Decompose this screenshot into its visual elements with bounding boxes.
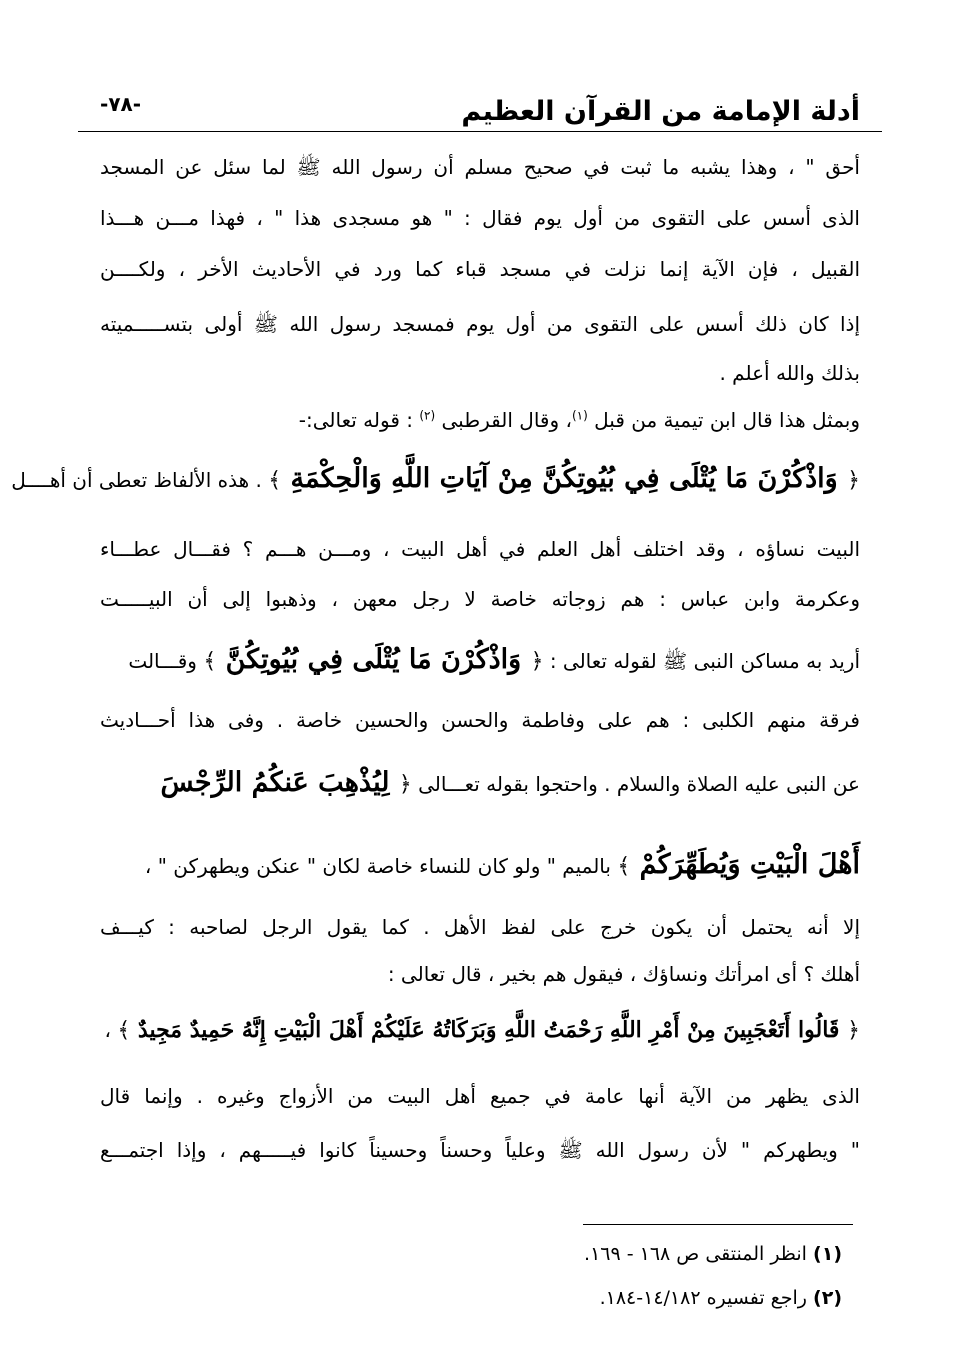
text-segment: وبمثل هذا قال ابن تيمية من قبل <box>587 408 860 432</box>
text-line: بذلك والله أعلم . <box>719 361 860 385</box>
text-line <box>100 408 860 432</box>
text-line: " ويطهركم " لأن رسول الله ﷺ وعلياً وحسناً وحسيناً كانوا فيـــــهم ، وإذا اجتمـــع <box>100 1138 860 1162</box>
text-line: أحق " ، وهذا يشبه ما ثبت في صحيح مسلم أن رسول الله ﷺ لما سئل عن المسجد <box>100 155 860 179</box>
footnote-text: انظر المنتقى ص ١٦٨ - ١٦٩. <box>584 1243 807 1265</box>
footnote <box>600 1287 842 1309</box>
text-line <box>100 1015 860 1047</box>
page-title: أدلة الإمامة من القرآن العظيم <box>461 96 860 127</box>
text-line: الذى أسس على التقوى من أول يوم فقال : " هو مسجدى هذا " ، فهذا مـــن هـــذا <box>100 206 860 230</box>
quran-verse: ﴿ قَالُوا أَتَعْجَبِينَ مِنْ أَمْرِ اللَّهِ رَحْمَتُ اللَّهِ وَبَرَكَاتُهُ عَلَيْكُمْ أَهْلَ الْبَيْتِ إِنَّهُ حَمِيدٌ مَجِيدٌ ﴾ <box>117 1017 860 1043</box>
page-number: -٧٨- <box>100 92 142 116</box>
ornate-bracket-close: ﴾ <box>268 468 282 493</box>
text-segment: : قوله تعالى:- <box>298 408 420 432</box>
quran-verse: ﴿ وَاذْكُرْنَ مَا يُتْلَى فِي بُيُوتِكُنَّ ﴾ <box>203 644 544 675</box>
footnote-ref[interactable]: (١) <box>571 408 588 423</box>
text-segment: وقـــالت <box>128 649 197 673</box>
text-segment: عن النبى عليه الصلاة والسلام . واحتجوا بقوله تعـــالى <box>418 772 860 796</box>
text-line: فرقة منهم الكلبى : هم على وفاطمة والحسن والحسين خاصة . وفى هذا أحـــاديث <box>100 708 860 732</box>
footnote-number: (١) <box>813 1243 842 1265</box>
text-line: القبيل ، فإن الآية إنما نزلت في مسجد قباء كما ورد في الأحاديث الأخر ، ولكــــن <box>100 257 860 281</box>
text-line: الذى يظهر من الآية أنها عامة في جميع أهل البيت من الأزواج وغيره . وإنما قال <box>100 1084 860 1108</box>
footnote <box>584 1243 842 1265</box>
text-line: البيت نساؤه ، وقد اختلف أهل العلم في أهل البيت ، ومـــن هـــم ؟ فقـــال عطـــاء <box>100 537 860 561</box>
text-segment: . هذه الألفاظ تعطى أن أهــــل <box>11 468 262 492</box>
ornate-bracket-open: ﴿ <box>847 1018 860 1043</box>
ornate-bracket-close: ﴾ <box>617 854 631 879</box>
quran-verse: أَهْلَ الْبَيْتِ وَيُطَهِّرَكُمْ ﴾ <box>617 849 860 880</box>
text-line: إلا أنه يحتمل أن يكون خرج على لفظ الأهل . كما يقول الرجل لصاحبه : كيـــف <box>100 915 860 939</box>
footnote-ref[interactable]: (٢) <box>419 408 436 423</box>
text-segment: ، وقال القرطبى <box>435 408 572 432</box>
text-line <box>100 764 860 802</box>
ornate-bracket-open: ﴿ <box>847 468 860 493</box>
footnote-divider <box>583 1224 853 1225</box>
header-divider <box>78 131 882 132</box>
text-line <box>11 460 860 498</box>
ornate-bracket-open: ﴿ <box>398 772 412 797</box>
text-line: أهلك ؟ أى امرأتك ونساؤك ، فيقول هم بخير ، قال تعالى : <box>387 962 860 986</box>
text-line <box>100 641 860 679</box>
text-segment: أريد به مساكن النبى ﷺ لقوله تعالى : <box>549 649 860 673</box>
ornate-bracket-close: ﴾ <box>203 649 217 674</box>
text-line <box>100 846 860 884</box>
quran-verse: ﴿ لِيُذْهِبَ عَنكُمُ الرِّجْسَ <box>160 767 412 798</box>
footnote-text: راجع تفسيره ١٤/١٨٢-١٨٤. <box>599 1287 807 1309</box>
text-line: وعكرمة وابن عباس : هم زوجاته خاصة لا رجل معهن ، وذهبوا إلى أن البيـــــت <box>100 587 860 611</box>
text-segment: بالميم " ولو كان للنساء خاصة لكان " عنكن ويطهركن " ، <box>144 854 611 878</box>
text-line: إذا كان ذلك أسس على التقوى من أول يوم فمسجد رسول الله ﷺ أولى بتســـــميته <box>100 312 860 336</box>
ornate-bracket-close: ﴾ <box>117 1018 131 1043</box>
text-segment: ، <box>104 1018 111 1042</box>
footnote-number: (٢) <box>813 1287 842 1309</box>
quran-verse: ﴿ وَاذْكُرْنَ مَا يُتْلَى فِي بُيُوتِكُنَّ مِنْ آيَاتِ اللَّهِ وَالْحِكْمَةِ ﴾ <box>268 463 860 494</box>
ornate-bracket-open: ﴿ <box>530 649 544 674</box>
